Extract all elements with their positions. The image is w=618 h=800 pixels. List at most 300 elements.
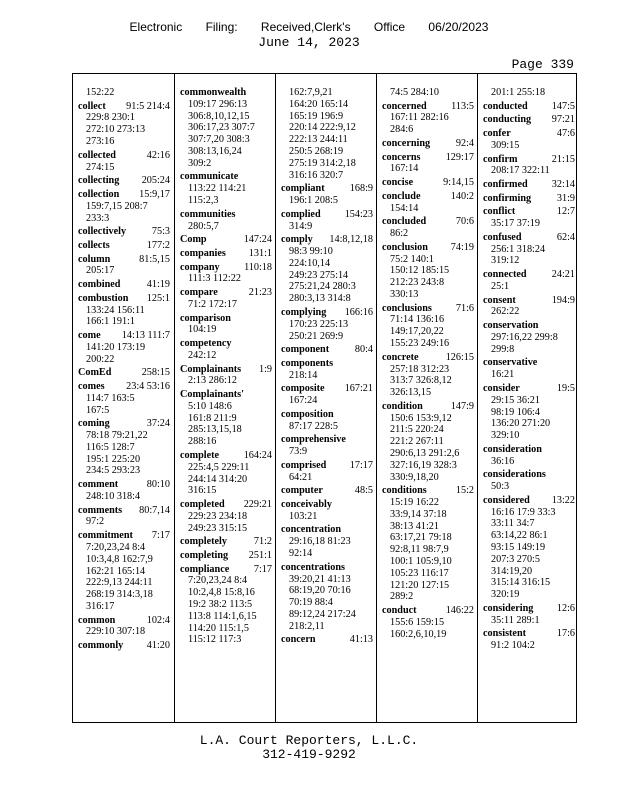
index-column — [73, 74, 174, 722]
index-word: concentrations — [281, 561, 345, 573]
index-entry — [281, 409, 373, 433]
index-entry — [281, 485, 373, 497]
index-reference: 316:16 320:7 — [289, 169, 344, 181]
index-word: considerations — [483, 469, 546, 481]
index-entry — [180, 338, 272, 362]
index-reference: 273:16 — [86, 136, 115, 148]
index-reference: 211:5 220:24 — [390, 424, 444, 436]
index-reference: 146:22 — [445, 605, 474, 617]
index-reference: 35:17 37:19 — [491, 218, 540, 230]
index-entry — [483, 320, 575, 355]
index-word: conditions — [382, 485, 427, 497]
index-reference: 288:16 — [188, 436, 217, 448]
index-reference: 309:15 — [491, 139, 520, 151]
index-entry — [78, 530, 170, 613]
index-reference: 229:23 234:18 — [188, 510, 248, 522]
index-word: Comp — [180, 234, 207, 246]
index-reference: 29:15 36:21 — [491, 394, 540, 406]
index-reference: 103:21 — [289, 510, 318, 522]
index-reference: 242:12 — [188, 349, 217, 361]
index-reference: 248:10 318:4 — [86, 490, 141, 502]
index-entry — [382, 177, 474, 189]
index-entry — [78, 101, 170, 148]
index-reference: 224:10,14 — [289, 257, 331, 269]
index-reference: 7:20,23,24 8:4 — [188, 575, 248, 587]
index-reference: 268:19 314:3,18 — [86, 589, 153, 601]
index-reference: 330:9,18,20 — [390, 471, 439, 483]
index-word: Complainants — [180, 363, 242, 375]
index-reference: 111:3 112:22 — [188, 273, 241, 285]
index-reference: 110:18 — [244, 261, 272, 273]
index-word: combustion — [78, 292, 129, 304]
index-reference: 306:8,10,12,15 — [188, 110, 250, 122]
index-reference: 74:5 284:10 — [390, 87, 439, 98]
index-reference: 272:10 273:13 — [86, 124, 146, 136]
index-word: column — [78, 253, 111, 265]
index-reference: 125:1 — [146, 292, 170, 304]
index-entry — [281, 87, 373, 181]
index-reference: 41:13 — [349, 634, 373, 646]
index-word: conducted — [483, 100, 528, 112]
index-reference: 71:6 — [455, 302, 474, 314]
filing-stamp-part: 06/20/2023 — [428, 20, 489, 34]
index-word: communities — [180, 208, 236, 220]
index-reference: 93:15 149:19 — [491, 541, 546, 553]
index-word: concerned — [382, 100, 427, 112]
index-word: connected — [483, 269, 527, 281]
index-entry — [281, 562, 373, 633]
index-reference: 116:5 128:7 — [86, 441, 135, 453]
index-word: considered — [483, 494, 530, 506]
index-reference: 97:2 — [86, 516, 105, 528]
index-entry — [180, 450, 272, 497]
index-reference: 129:17 — [445, 151, 474, 163]
page-number: Page 339 — [511, 57, 574, 72]
index-word: conflict — [483, 206, 516, 218]
index-reference: 115:12 117:3 — [188, 634, 242, 646]
index-reference: 17:17 — [349, 459, 373, 471]
index-reference: 316:15 — [188, 485, 217, 497]
index-entry — [180, 364, 272, 388]
index-reference: 195:1 225:20 — [86, 453, 141, 465]
index-reference: 212:23 243:8 — [390, 277, 445, 289]
index-reference: 71:14 136:16 — [390, 314, 445, 326]
filing-stamp-part: Office — [373, 20, 406, 34]
index-reference: 166:16 — [344, 306, 373, 318]
index-word: conceivably — [281, 498, 332, 510]
index-entry — [180, 87, 272, 170]
index-reference: 74:19 — [450, 241, 474, 253]
index-entry — [382, 352, 474, 399]
index-reference: 229:10 307:18 — [86, 626, 146, 638]
index-entry — [382, 303, 474, 350]
index-reference: 113:8 114:1,6,15 — [188, 610, 257, 622]
index-reference: 162:7,9,21 — [289, 87, 333, 98]
index-word: ComEd — [78, 367, 112, 379]
index-reference: 71:2 172:17 — [188, 298, 237, 310]
index-reference: 113:22 114:21 — [188, 183, 247, 195]
index-reference: 155:6 159:15 — [390, 616, 445, 628]
index-word: collected — [78, 149, 116, 161]
index-entry — [281, 499, 373, 523]
index-reference: 10:3,4,8 162:7,9 — [86, 553, 153, 565]
index-reference: 64:21 — [289, 471, 313, 483]
index-reference: 218:14 — [289, 369, 318, 381]
index-reference: 62:4 — [556, 231, 575, 243]
index-reference: 229:8 230:1 — [86, 112, 135, 124]
index-word: collects — [78, 239, 110, 251]
transcript-date: June 14, 2023 — [258, 35, 360, 50]
index-reference: 2:13 286:12 — [188, 375, 237, 387]
index-reference: 102:4 — [146, 614, 170, 626]
index-reference: 104:19 — [188, 324, 217, 336]
index-entry — [180, 287, 272, 311]
index-entry — [483, 495, 575, 601]
index-reference: 75:3 — [151, 226, 170, 238]
index-word: comply — [281, 234, 313, 246]
index-word: concluded — [382, 216, 427, 228]
index-reference: 162:21 165:14 — [86, 565, 146, 577]
index-column — [376, 74, 478, 722]
index-word: consider — [483, 382, 520, 394]
index-reference: 47:6 — [556, 128, 575, 140]
index-word: computer — [281, 485, 323, 497]
index-reference: 80:10 — [146, 479, 170, 491]
index-word: comment — [78, 479, 119, 491]
index-word: concise — [382, 177, 414, 189]
index-entry — [78, 330, 170, 365]
index-reference: 220:14 222:9,12 — [289, 122, 356, 134]
index-reference: 24:21 — [551, 269, 575, 281]
index-word: condition — [382, 400, 423, 412]
index-reference: 39:20,21 41:13 — [289, 573, 351, 585]
index-entry — [382, 242, 474, 301]
index-reference: 222:13 244:11 — [289, 134, 348, 146]
index-word: composition — [281, 408, 334, 420]
index-reference: 154:14 — [390, 202, 419, 214]
index-word: commitment — [78, 530, 133, 542]
index-reference: 196:1 208:5 — [289, 195, 338, 207]
index-reference: 91:2 104:2 — [491, 640, 535, 652]
index-reference: 10:2,4,8 15:8,16 — [188, 587, 255, 599]
index-entry — [180, 313, 272, 337]
index-reference: 167:11 282:16 — [390, 112, 449, 124]
index-reference: 1:9 — [258, 363, 272, 375]
index-entry — [281, 183, 373, 207]
index-word: completely — [180, 536, 227, 548]
index-reference: 92:4 — [455, 137, 474, 149]
index-word: conducting — [483, 114, 532, 126]
index-entry — [180, 209, 272, 233]
index-reference: 251:1 — [248, 549, 272, 561]
index-entry — [180, 550, 272, 562]
index-reference: 73:9 — [289, 446, 308, 458]
index-entry — [78, 189, 170, 224]
index-reference: 87:17 228:5 — [289, 420, 338, 432]
index-word: Complainants' — [180, 389, 244, 401]
index-reference: 274:15 — [86, 161, 115, 173]
index-word: completed — [180, 498, 225, 510]
filing-stamp-part: Electronic — [129, 20, 183, 34]
index-reference: 15:19 16:22 — [390, 497, 439, 509]
index-word: comprehensive — [281, 434, 346, 446]
index-reference: 229:21 — [243, 498, 272, 510]
index-word: concrete — [382, 351, 419, 363]
index-word: considering — [483, 602, 534, 614]
index-reference: 167:21 — [344, 383, 373, 395]
index-entry — [180, 248, 272, 260]
index-reference: 160:2,6,10,19 — [390, 628, 447, 640]
index-entry — [483, 628, 575, 652]
index-reference: 98:19 106:4 — [491, 406, 540, 418]
index-reference: 92:14 — [289, 548, 313, 560]
index-reference: 313:7 326:8,12 — [390, 375, 452, 387]
index-reference: 113:5 — [451, 100, 474, 112]
index-reference: 19:2 38:2 113:5 — [188, 599, 253, 611]
index-word: conclusion — [382, 241, 428, 253]
index-reference: 38:13 41:21 — [390, 520, 439, 532]
index-reference: 14:13 111:7 — [121, 330, 170, 342]
index-entry — [483, 295, 575, 319]
index-entry — [180, 262, 272, 286]
index-word: consent — [483, 294, 516, 306]
index-entry — [382, 216, 474, 240]
index-reference: 97:21 — [551, 114, 575, 126]
index-word: come — [78, 330, 101, 342]
index-reference: 63:17,21 79:18 — [390, 532, 452, 544]
index-entry — [180, 536, 272, 548]
index-entry — [382, 191, 474, 215]
index-reference: 150:6 153:9,12 — [390, 412, 452, 424]
index-reference: 9:14,15 — [443, 177, 474, 189]
index-word: common — [78, 614, 116, 626]
index-reference: 154:23 — [344, 208, 373, 220]
index-reference: 136:20 271:20 — [491, 418, 551, 430]
index-reference: 316:17 — [86, 600, 115, 612]
index-reference: 147:24 — [243, 234, 272, 246]
index-entry — [180, 171, 272, 206]
index-reference: 15:2 — [455, 485, 474, 497]
index-reference: 86:2 — [390, 228, 409, 240]
index-entry — [483, 114, 575, 126]
index-reference: 257:18 312:23 — [390, 363, 450, 375]
index-word: communicate — [180, 171, 239, 183]
filing-stamp — [0, 20, 618, 34]
index-word: confused — [483, 231, 522, 243]
index-reference: 35:11 289:1 — [491, 614, 540, 626]
index-word: conservative — [483, 357, 538, 369]
index-entry — [483, 128, 575, 152]
index-word: comprised — [281, 459, 327, 471]
index-reference: 164:24 — [243, 449, 272, 461]
index-reference: 48:5 — [354, 485, 373, 497]
index-word: comparison — [180, 312, 231, 324]
index-reference: 306:17,23 307:7 — [188, 122, 255, 134]
index-reference: 7:17 — [253, 563, 272, 575]
index-reference: 167:24 — [289, 395, 318, 407]
index-reference: 200:22 — [86, 353, 115, 365]
index-reference: 32:14 — [551, 179, 575, 191]
index-reference: 168:9 — [349, 183, 373, 195]
index-reference: 50:3 — [491, 481, 510, 493]
index-reference: 167:5 — [86, 404, 110, 416]
index-reference: 167:14 — [390, 163, 419, 175]
index-reference: 314:19,20 — [491, 565, 533, 577]
index-reference: 249:23 275:14 — [289, 269, 349, 281]
index-entry — [483, 101, 575, 113]
index-word: comments — [78, 504, 123, 516]
index-reference: 42:16 — [146, 149, 170, 161]
index-reference: 81:5,15 — [139, 253, 170, 265]
index-reference: 152:22 — [86, 87, 115, 98]
index-word: consideration — [483, 443, 542, 455]
index-entry — [483, 383, 575, 442]
index-reference: 75:2 140:1 — [390, 253, 434, 265]
index-reference: 326:13,15 — [390, 387, 432, 399]
index-reference: 36:16 — [491, 455, 515, 467]
index-reference: 70:19 88:4 — [289, 597, 333, 609]
index-word: collecting — [78, 175, 120, 187]
index-reference: 109:17 296:13 — [188, 98, 248, 110]
index-word: compliant — [281, 183, 325, 195]
index-reference: 284:6 — [390, 124, 414, 136]
index-column — [275, 74, 377, 722]
index-entry — [382, 485, 474, 603]
index-word: component — [281, 344, 330, 356]
index-reference: 221:2 267:11 — [390, 436, 444, 448]
index-entry — [78, 505, 170, 529]
index-entry — [78, 418, 170, 477]
index-reference: 7:17 — [151, 530, 170, 542]
index-reference: 12:6 — [556, 602, 575, 614]
index-column — [174, 74, 276, 722]
index-reference: 250:5 268:19 — [289, 145, 344, 157]
index-reference: 100:1 105:9,10 — [390, 556, 452, 568]
index-reference: 308:13,16,24 — [188, 145, 242, 157]
index-entry — [483, 154, 575, 178]
index-reference: 14:8,12,18 — [329, 234, 373, 246]
index-entry — [483, 444, 575, 468]
index-reference: 297:16,22 299:8 — [491, 331, 558, 343]
index-reference: 218:2,11 — [289, 620, 325, 632]
index-entry — [78, 226, 170, 238]
index-reference: 289:2 — [390, 591, 414, 603]
index-reference: 309:2 — [188, 157, 212, 169]
index-word: comes — [78, 381, 105, 393]
index-reference: 280:3,13 314:8 — [289, 293, 351, 305]
index-reference: 319:12 — [491, 255, 520, 267]
index-entry — [483, 87, 575, 99]
index-reference: 91:5 214:4 — [126, 100, 170, 112]
index-reference: 234:5 293:23 — [86, 465, 141, 477]
index-word: commonly — [78, 640, 124, 652]
index-entry — [281, 234, 373, 305]
index-reference: 225:4,5 229:11 — [188, 461, 250, 473]
index-reference: 161:8 211:9 — [188, 412, 237, 424]
index-reference: 16:21 — [491, 369, 515, 381]
index-entry — [382, 87, 474, 99]
index-word: components — [281, 357, 334, 369]
index-word: confirm — [483, 153, 518, 165]
index-word: collect — [78, 100, 106, 112]
index-reference: 15:9,17 — [139, 188, 170, 200]
index-reference: 98:3 99:10 — [289, 246, 333, 258]
index-word: completing — [180, 549, 229, 561]
filing-stamp-part: Received,Clerk's — [260, 20, 351, 34]
index-reference: 33:9,14 37:18 — [390, 508, 447, 520]
index-entry — [281, 524, 373, 559]
index-entry — [281, 307, 373, 342]
index-reference: 7:20,23,24 8:4 — [86, 541, 146, 553]
index-entry — [281, 460, 373, 484]
index-reference: 31:9 — [556, 192, 575, 204]
index-entry — [483, 269, 575, 293]
index-word: collectively — [78, 226, 127, 238]
index-reference: 68:19,20 70:16 — [289, 585, 351, 597]
index-reference: 249:23 315:15 — [188, 522, 248, 534]
index-entry — [78, 279, 170, 291]
index-reference: 280:5,7 — [188, 220, 219, 232]
index-entry — [382, 152, 474, 176]
index-entry — [483, 357, 575, 381]
index-reference: 290:6,13 291:2,6 — [390, 448, 460, 460]
index-reference: 114:7 163:5 — [86, 392, 135, 404]
index-entry — [483, 469, 575, 493]
index-reference: 80:7,14 — [139, 504, 170, 516]
index-entry — [483, 179, 575, 191]
index-entry — [483, 206, 575, 230]
index-reference: 5:10 148:6 — [188, 400, 232, 412]
index-entry — [180, 234, 272, 246]
index-reference: 307:7,20 308:3 — [188, 134, 250, 146]
index-entry — [382, 138, 474, 150]
index-word: confirming — [483, 192, 532, 204]
index-reference: 115:2,3 — [188, 195, 219, 207]
index-entry — [180, 499, 272, 534]
index-entry — [281, 209, 373, 233]
index-reference: 170:23 225:13 — [289, 318, 349, 330]
index-entry — [483, 232, 575, 267]
index-reference: 327:16,19 328:3 — [390, 459, 457, 471]
index-word: concerning — [382, 137, 431, 149]
index-entry — [281, 434, 373, 458]
filing-stamp-part: Filing: — [205, 20, 238, 34]
index-reference: 89:12,24 217:24 — [289, 608, 356, 620]
index-entry — [281, 344, 373, 356]
index-reference: 25:1 — [491, 280, 510, 292]
index-reference: 114:20 115:1,5 — [188, 622, 249, 634]
index-reference: 19:5 — [556, 382, 575, 394]
index-word: conservation — [483, 320, 539, 332]
index-reference: 29:16,18 81:23 — [289, 536, 351, 548]
index-word: commonwealth — [180, 87, 247, 98]
index-reference: 256:1 318:24 — [491, 243, 546, 255]
index-reference: 222:9,13 244:11 — [86, 577, 153, 589]
index-reference: 80:4 — [354, 344, 373, 356]
index-word: combined — [78, 279, 121, 291]
index-word: consistent — [483, 628, 527, 640]
index-reference: 17:6 — [556, 628, 575, 640]
index-entry — [281, 383, 373, 407]
index-word: complying — [281, 306, 327, 318]
index-word: coming — [78, 418, 110, 430]
index-entry — [382, 605, 474, 640]
index-reference: 21:15 — [551, 153, 575, 165]
index-word: company — [180, 261, 220, 273]
index-word: complied — [281, 208, 321, 220]
index-word: collection — [78, 188, 120, 200]
index-reference: 150:12 185:15 — [390, 265, 450, 277]
